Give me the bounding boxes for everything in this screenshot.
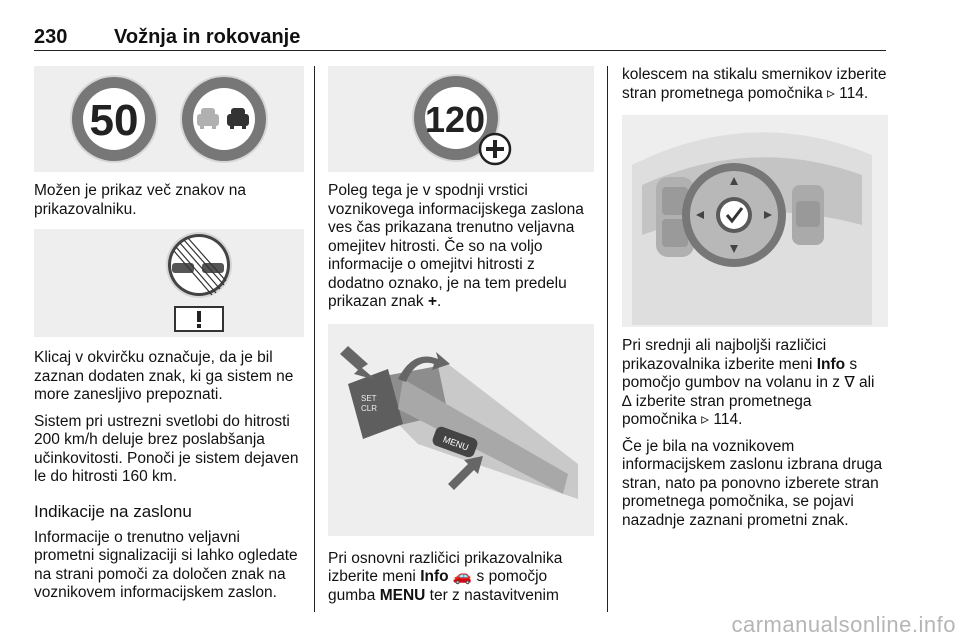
paragraph: Pri srednji ali najboljši različici prikazovalnika izberite meni Info s pomočjo gumbov na volanu in z ∇ ali ∆ izberite stran prometnega pomočnika ▹ 114. [622,337,875,428]
set-label: SET [361,393,377,403]
paragraph: Klicaj v okvirčku označuje, da je bil zaznan dodaten znak, ki ga sistem ne more zanesljivo prepoznati. [34,349,294,403]
column-left [34,66,304,603]
paragraph: Informacije o trenutno veljavni prometni signalizaciji si lahko ogledate na strani pomoči za določen znak na voznikovem informacijskem zaslon. [34,528,298,601]
watermark: carmanualsonline.info [731,612,956,637]
figure-steering-wheel-controls [622,115,888,327]
menu-button-label: MENU [379,586,426,604]
paragraph: Možen je prikaz več znakov na prikazovalniku. [34,182,246,218]
column-divider [314,66,315,612]
arrow-push-icon [448,456,483,490]
clr-label: CLR [361,403,378,413]
page-ref-arrow-icon: ▹ [827,84,840,102]
arrow-down-icon: ∇ [844,374,855,391]
arrow-up-icon: ∆ [622,392,632,410]
page-number: 230 [34,26,68,48]
car-icon: 🚗 [452,568,473,585]
column-middle [328,66,594,605]
paragraph: Sistem pri ustrezni svetlobi do hitrosti 200 km/h deluje brez poslabšanja učinkovitosti. Ponoči je sistem dejaven le do hitrosti 160 km. [34,412,299,485]
page-header [34,24,886,51]
figure-turn-signal-stalk [328,324,594,536]
speed-limit-sign-illustration [34,66,304,172]
info-menu-label: Info [816,355,846,373]
figure-end-of-restriction-sign [34,229,304,337]
section-title: Vožnja in rokovanje [114,26,301,48]
figure-speed-120-plus-sign [328,66,594,172]
plus-symbol: + [427,293,438,310]
page-ref-arrow-icon: ▹ [701,411,714,428]
section-heading: Indikacije na zaslonu [34,501,192,521]
paragraph: Pri osnovni različici prikazovalnika izberite meni Info 🚗 s pomočjo gumba MENU ter z nastavitvenim [328,549,563,604]
menu-button-label: MENU [441,433,470,453]
paragraph: kolescem na stikalu smernikov izberite stran prometnega pomočnika ▹ 114. [622,66,887,102]
exclamation-icon [197,311,201,322]
speed-sign-value: 50 [89,96,139,145]
column-divider [607,66,608,612]
info-menu-label: Info [420,568,449,585]
paragraph: Poleg tega je v spodnji vrstici voznikovega informacijskega zaslona ves čas prikazana trenutno veljavna omejitev hitrosti. Če so na voljo informacije o omejitvi hitrosti z dodatno oznako, je na tem predelu prikazan znak +. [328,182,584,310]
speed-sign-value: 120 [424,99,486,140]
ok-button [720,201,748,229]
column-right [622,66,888,530]
paragraph: Če je bila na voznikovem informacijskem zaslonu izbrana druga stran, nato pa ponovno izberete stran prometnega pomočnika, se pojavi nazadnje zaznani prometni znak. [622,437,883,529]
arrow-press-icon [340,346,376,380]
figure-speed-and-no-overtaking-signs [34,66,304,172]
